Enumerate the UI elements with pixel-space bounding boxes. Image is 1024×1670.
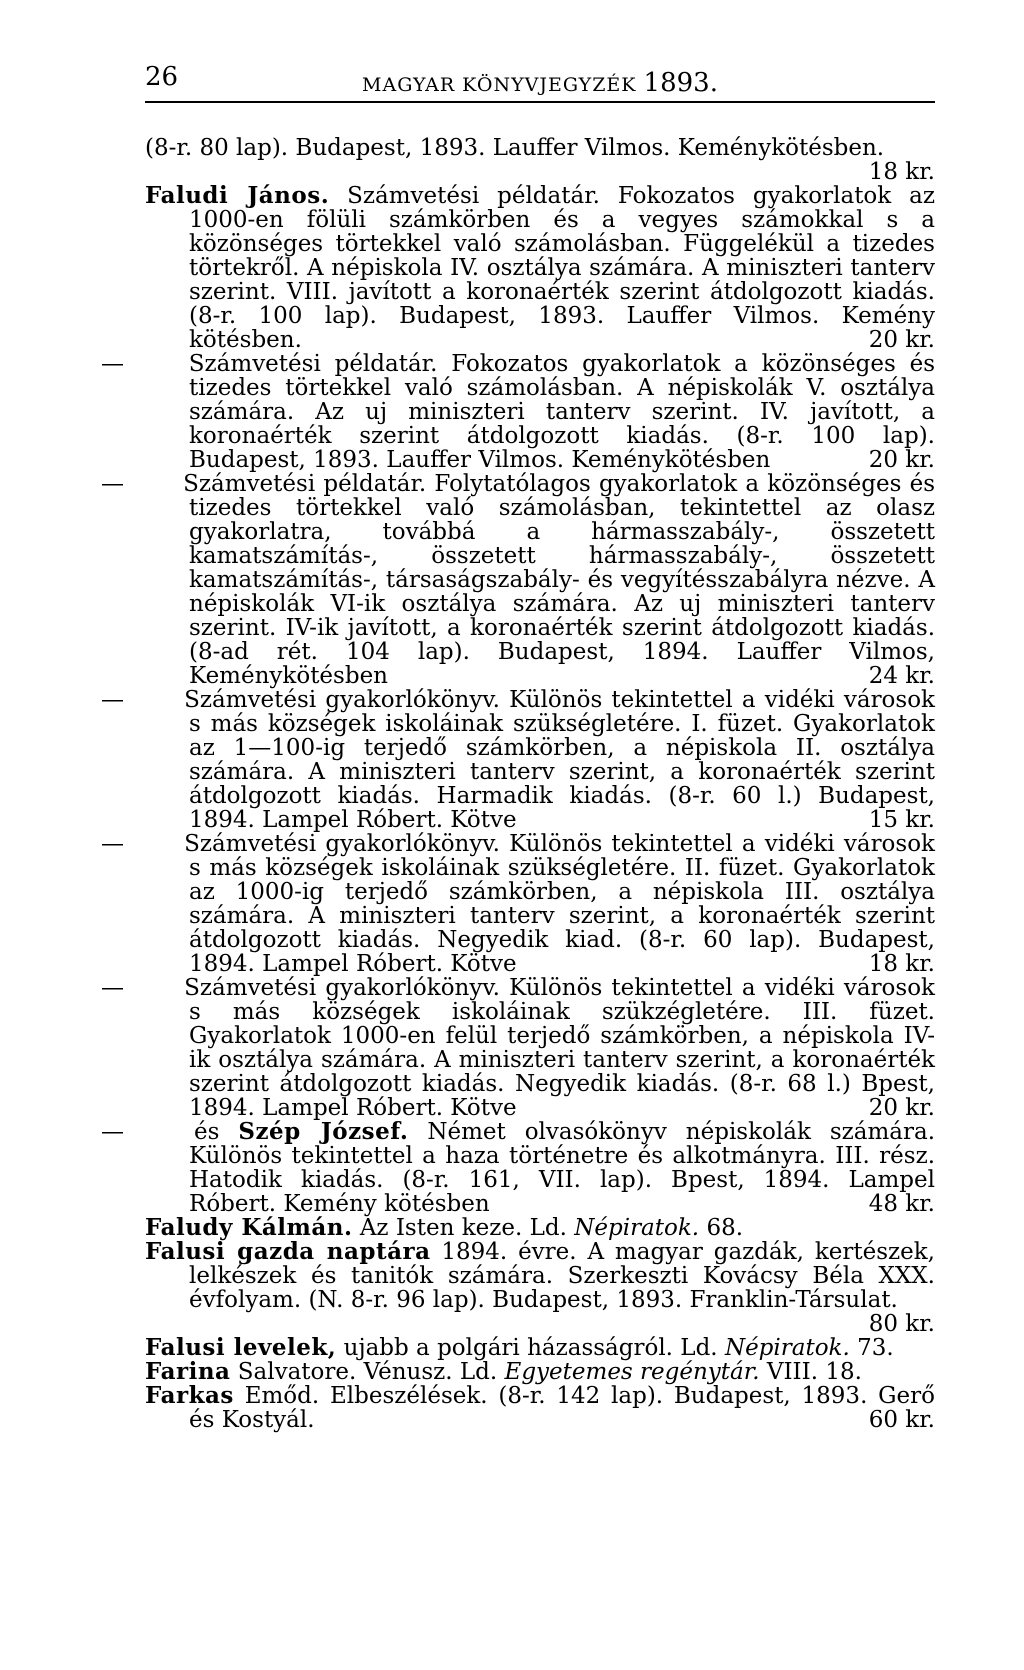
entry-price: 20 kr.	[868, 1095, 935, 1121]
catalog-entry	[101, 975, 935, 1121]
running-title-text: MAGYAR KÖNYVJEGYZÉK	[362, 74, 637, 96]
entry-reference-tail: 73.	[857, 1335, 894, 1361]
catalog-entry	[101, 1118, 936, 1217]
running-title-year: 1893.	[643, 68, 718, 98]
entry-price: 18 kr.	[868, 951, 935, 977]
entry-price: 15 kr.	[868, 807, 935, 833]
entry-reference: Népiratok.	[724, 1335, 850, 1361]
catalog-entry	[101, 687, 935, 833]
page-number: 26	[145, 62, 179, 92]
entry-reference: Népiratok.	[574, 1215, 700, 1241]
entry-author: Szép József.	[238, 1118, 409, 1145]
entry-text: Számvetési példatár. Folytatólagos gyakorlatok a közönséges és tizedes törtekkel való számolásban, tekintettel az olasz gyakorlatra, továbbá a hármasszabály-, összetett kamatszámítás-, összetett hármasszabály-, összetett kamatszámítás-, társaságszabály- és vegyítésszabályra nézve. A népiskolák VI-ik osztálya számára. Az uj miniszteri tanterv szerint. IV-ik javított, a koronaérték szerint átdolgozott kiadás. (8-ad rét. 104 lap). Budapest, 1894. Lauffer Vilmos, Keménykötésben	[183, 471, 935, 689]
catalog-entry	[101, 831, 935, 977]
catalog-entry	[145, 1336, 935, 1360]
entry-text: Számvetési gyakorlókönyv. Különös tekintettel a vidéki városok s más községek iskoláinak szükségletére. II. füzet. Gyakorlatok az 1000-ig terjedő számkörben, a népiskola III. osztálya számára. A miniszteri tanterv szerint, a koronaérték szerint átdolgozott kiadás. Negyedik kiad. (8-r. 60 lap). Budapest, 1894. Lampel Róbert. Kötve	[184, 831, 935, 977]
entry-text: Számvetési gyakorlókönyv. Különös tekintettel a vidéki városok s más községek iskoláinak szükségletére. I. füzet. Gyakorlatok az 1—100-ig terjedő számkörben, a népiskola II. osztálya számára. A miniszteri tanterv szerint, a koronaérték szerint átdolgozott kiadás. Harmadik kiadás. (8-r. 60 l.) Budapest, 1894. Lampel Róbert. Kötve	[184, 687, 935, 833]
entry-price: 20 kr.	[868, 447, 935, 473]
entry-text: 1894. évre. A magyar gazdák, kertészek, lelkészek és tanitók számára. Szerkeszti Kovácsy Béla XXX. évfolyam. (N. 8-r. 96 lap). Budapest, 1893. Franklin-Társulat.	[189, 1239, 935, 1313]
catalog-entry	[145, 1360, 935, 1384]
entry-author: Faludy Kálmán.	[145, 1214, 353, 1241]
entry-dash: —	[101, 687, 124, 713]
entry-reference-tail: 68.	[706, 1215, 744, 1241]
entry-price: 24 kr.	[868, 663, 935, 689]
entry-author: Farina	[145, 1358, 231, 1385]
entry-dash: —	[101, 351, 124, 377]
entry-author: Falusi levelek,	[145, 1334, 337, 1361]
catalog-entries	[101, 135, 936, 1433]
entry-dash: —	[101, 975, 124, 1001]
entry-author: Faludi János.	[145, 182, 330, 209]
catalog-entry	[101, 351, 936, 473]
entry-reference: Egyetemes regénytár.	[504, 1359, 760, 1385]
entry-dash: —	[101, 471, 124, 497]
entry-price: 48 kr.	[868, 1191, 935, 1217]
page-header	[145, 62, 935, 98]
catalog-entry	[145, 1384, 935, 1432]
entry-text: Számvetési gyakorlókönyv. Különös tekintettel a vidéki városok s más községek iskoláinak szükzégletére. III. füzet. Gyakorlatok 1000-en felül terjedő számkörben, a népiskola IV-ik osztálya számára. A miniszteri tanterv szerint, a koronaérték szerint átdolgozott kiadás. Negyedik kiadás. (8-r. 68 l.) Bpest, 1894. Lampel Róbert. Kötve	[184, 975, 935, 1121]
entry-author: Farkas	[145, 1382, 234, 1409]
entry-price: 80 kr.	[868, 1311, 935, 1337]
catalog-entry	[101, 471, 935, 689]
catalog-entry	[145, 1216, 935, 1240]
entry-text: ujabb a polgári házasságról. Ld.	[343, 1335, 718, 1361]
entry-reference-tail: VIII. 18.	[766, 1359, 862, 1385]
catalog-entry	[145, 1240, 935, 1336]
entry-author: Falusi gazda naptára	[145, 1238, 431, 1265]
entry-price: 20 kr.	[868, 327, 935, 353]
entry-text: Emőd. Elbeszélések. (8-r. 142 lap). Budapest, 1893. Gerő és Kostyál.	[189, 1383, 935, 1433]
entry-dash: —	[101, 1119, 124, 1145]
entry-prefix: és	[193, 1119, 220, 1145]
running-title	[145, 68, 935, 98]
catalog-entry	[145, 184, 935, 352]
entry-text: Az Isten keze. Ld.	[359, 1215, 567, 1241]
entry-text: (8-r. 80 lap). Budapest, 1893. Lauffer Vilmos. Keménykötésben.	[145, 135, 885, 161]
entry-price: 18 kr.	[868, 159, 935, 185]
header-rule	[145, 101, 935, 103]
entry-price: 60 kr.	[868, 1407, 935, 1433]
entry-dash: —	[101, 831, 124, 857]
catalog-entry	[145, 136, 935, 184]
entry-text: Számvetési példatár. Fokozatos gyakorlatok az 1000-en fölüli számkörben és a vegyes számokkal s a közönséges törtekkel való számolásban. Függelékül a tizedes törtekről. A népiskola IV. osztálya számára. A miniszteri tanterv szerint. VIII. javított a koronaérték szerint átdolgozott kiadás. (8-r. 100 lap). Budapest, 1893. Lauffer Vilmos. Kemény kötésben.	[189, 183, 935, 353]
entry-text: Számvetési példatár. Fokozatos gyakorlatok a közönséges és tizedes törtekkel való számolásban. A népiskolák V. osztálya számára. Az uj miniszteri tanterv szerint. IV. javított, a koronaérték szerint átdolgozott kiadás. (8-r. 100 lap). Budapest, 1893. Lauffer Vilmos. Keménykötésben	[188, 351, 936, 473]
entry-text: Német olvasókönyv népiskolák számára. Különös tekintettel a haza történetre és alkotmányra. III. rész. Hatodik kiadás. (8-r. 161, VII. lap). Bpest, 1894. Lampel Róbert. Kemény kötésben	[189, 1119, 936, 1217]
entry-text: Salvatore. Vénusz. Ld.	[237, 1359, 498, 1385]
